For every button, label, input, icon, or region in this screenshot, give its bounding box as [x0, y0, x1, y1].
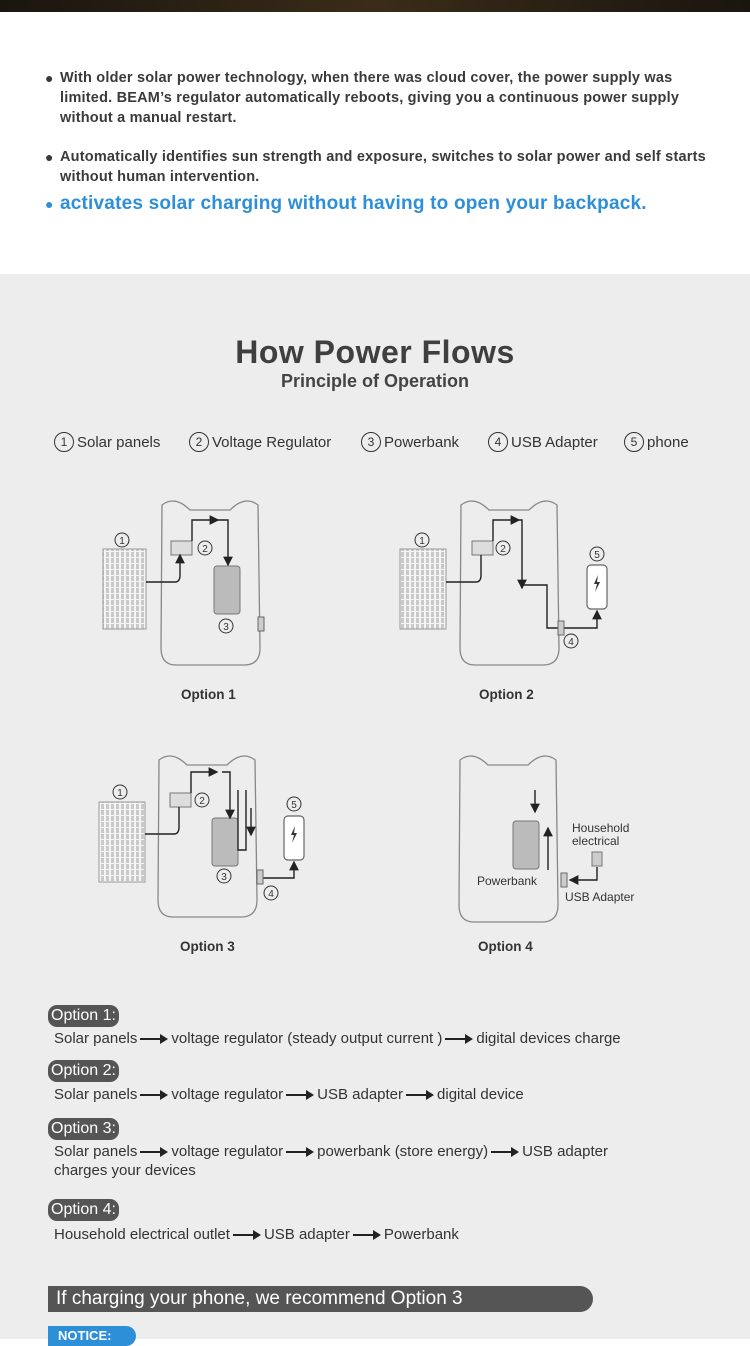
recommendation-banner: If charging your phone, we recommend Option 3: [48, 1286, 593, 1312]
arrow-icon: [140, 1147, 168, 1157]
svg-text:2: 2: [199, 796, 205, 807]
backpack-outline: [161, 501, 260, 665]
backpack-outline: [460, 501, 559, 665]
legend-item: 2 Voltage Regulator: [189, 432, 331, 452]
arrow-icon: [491, 1147, 519, 1157]
option-description: Solar panels voltage regulator (steady output current ) digital devices charge: [54, 1030, 621, 1047]
option-tag: Option 3:: [48, 1118, 119, 1140]
regulator-icon: [472, 541, 493, 555]
option-caption: Option 1: [181, 687, 236, 702]
solar-panel-icon: [400, 549, 446, 629]
option-caption: Option 3: [180, 939, 235, 954]
option-description: Solar panels voltage regulator powerbank (store energy) USB adapter: [54, 1143, 608, 1160]
option-tag: Option 2:: [48, 1060, 119, 1082]
solar-panel-icon: [103, 549, 146, 629]
svg-text:1: 1: [419, 536, 425, 547]
option-tag: Option 1:: [48, 1005, 119, 1027]
legend-item: 5 phone: [624, 432, 689, 452]
arrow-icon: [233, 1230, 261, 1240]
arrow-icon: [286, 1147, 314, 1157]
svg-text:2: 2: [500, 544, 506, 555]
regulator-icon: [171, 541, 192, 555]
section-title: How Power Flows: [235, 334, 515, 370]
powerbank-icon: [214, 566, 240, 614]
legend-item: 3 Powerbank: [361, 432, 459, 452]
powerbank-icon: [212, 818, 238, 866]
powerbank-icon: [513, 821, 539, 869]
plug-icon: [592, 852, 602, 866]
bullet-item: ● Automatically identifies sun strength and exposure, switches to solar power and self starts without human intervention.: [45, 149, 706, 185]
legend-item: 1 Solar panels: [54, 432, 160, 452]
section-subtitle: Principle of Operation: [280, 371, 470, 391]
household-label: Household electrical: [572, 821, 630, 848]
arrow-icon: [353, 1230, 381, 1240]
arrow-icon: [140, 1034, 168, 1044]
backpack-outline: [158, 756, 257, 917]
svg-text:3: 3: [221, 872, 227, 883]
svg-text:1: 1: [117, 788, 123, 799]
svg-text:1: 1: [119, 536, 125, 547]
notice-badge: NOTICE:: [48, 1326, 136, 1346]
arrow-icon: [406, 1090, 434, 1100]
svg-text:5: 5: [594, 550, 600, 561]
option-tag: Option 4:: [48, 1199, 119, 1221]
bullet-item-highlight: ● activates solar charging without having to open your backpack.: [45, 193, 647, 214]
svg-text:3: 3: [223, 622, 229, 633]
arrow-icon: [286, 1090, 314, 1100]
svg-text:5: 5: [291, 800, 297, 811]
arrow-icon: [445, 1034, 473, 1044]
svg-text:4: 4: [268, 889, 274, 900]
regulator-icon: [170, 793, 191, 807]
powerbank-label: Powerbank: [477, 874, 538, 888]
solar-panel-icon: [99, 802, 145, 882]
svg-text:2: 2: [202, 544, 208, 555]
option-description: Household electrical outlet USB adapter Powerbank: [54, 1226, 459, 1243]
option-caption: Option 2: [479, 687, 534, 702]
arrow-icon: [140, 1090, 168, 1100]
usb-adapter-label: USB Adapter: [565, 890, 635, 904]
option-description-continued: charges your devices: [54, 1162, 196, 1179]
svg-text:4: 4: [568, 637, 574, 648]
option-caption: Option 4: [478, 939, 533, 954]
legend-item: 4 USB Adapter: [488, 432, 598, 452]
backpack-outline: [459, 756, 558, 922]
option-description: Solar panels voltage regulator USB adapter digital device: [54, 1086, 524, 1103]
bullet-item: ● With older solar power technology, when there was cloud cover, the power supply was limited. BEAM’s regulator automatically reboots, giving you a continuous power supply without a manual restart.: [45, 70, 680, 126]
